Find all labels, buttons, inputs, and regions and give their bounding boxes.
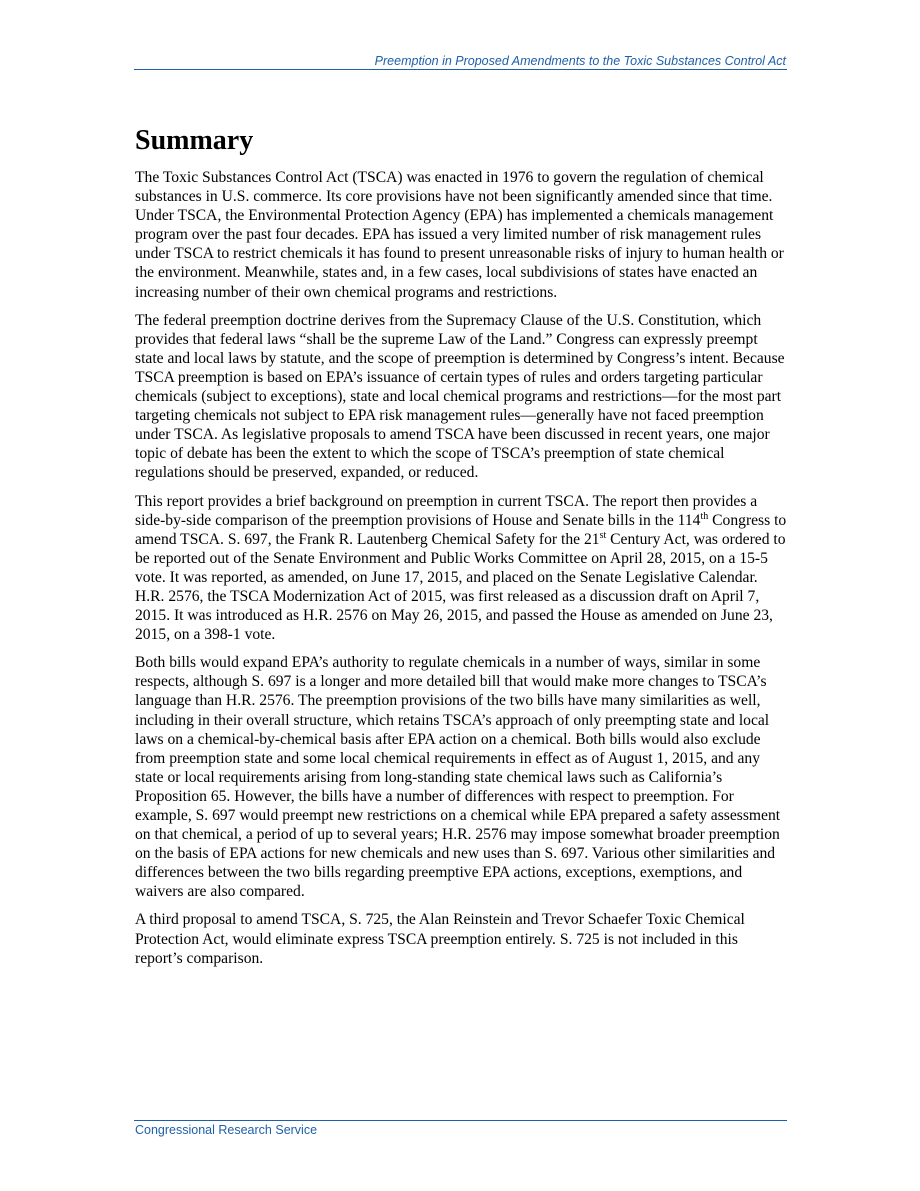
footer-divider: [134, 1120, 787, 1121]
paragraph-3-text-1: This report provides a brief background on preemption in current TSCA. The report then provides a side-by-side comparison of the preemption provisions of House and Senate bills in the 114: [135, 492, 758, 529]
running-header: Preemption in Proposed Amendments to the Toxic Substances Control Act: [374, 54, 786, 68]
summary-paragraph-4: Both bills would expand EPA’s authority to regulate chemicals in a number of ways, similar in some respects, although S. 697 is a longer and more detailed bill that would make more changes to TSCA’s language than H.R. 2576. The preemption provisions of the two bills have many similarities as well, including in their overall structure, which retains TSCA’s approach of only preempting state and local laws on a chemical-by-chemical basis after EPA action on a chemical. Both bills would also exclude from preemption state and some local chemical requirements in effect as of August 1, 2015, and any state or local requirements arising from long-standing state chemical laws such as California’s Proposition 65. However, the bills have a number of differences with respect to preemption. For example, S. 697 would preempt new restrictions on a chemical while EPA prepared a safety assessment on that chemical, a period of up to several years; H.R. 2576 may impose somewhat broader preemption on the basis of EPA actions for new chemicals and new uses than S. 697. Various other similarities and differences between the two bills regarding preemptive EPA actions, exceptions, exemptions, and waivers are also compared.: [135, 654, 781, 901]
superscript-th: th: [700, 510, 709, 522]
paragraph-3-text-3: Century Act, was ordered to be reported out of the Senate Environment and Public Works Committee on April 28, 2015, on a 15-5 vote. It was reported, as amended, on June 17, 2015, and placed on the Senate Legislative Calendar. H.R. 2576, the TSCA Modernization Act of 2015, was first released as a discussion draft on April 7, 2015. It was introduced as H.R. 2576 on May 26, 2015, and passed the House as amended on June 23, 2015, on a 398-1 vote.: [135, 530, 786, 644]
paragraph-3-text-2: Congress to amend TSCA. S. 697, the Frank R. Lautenberg Chemical Safety for the 21: [135, 511, 787, 548]
summary-paragraph-2: The federal preemption doctrine derives from the Supremacy Clause of the U.S. Constitution, which provides that federal laws “shall be the supreme Law of the Land.” Congress can expressly preempt state and local laws by statute, and the scope of preemption is determined by Congress’s intent. Because TSCA preemption is based on EPA’s issuance of certain types of rules and orders targeting particular chemicals (subject to exceptions), state and local chemical programs and restrictions—for the most part targeting chemicals not subject to EPA risk management rules—generally have not faced preemption under TSCA. As legislative proposals to amend TSCA have been discussed in recent years, one major topic of debate has been the extent to which the scope of TSCA’s preemption of state chemical regulations should be preserved, expanded, or reduced.: [135, 311, 785, 482]
summary-section: [135, 124, 787, 977]
header-divider: [134, 69, 787, 70]
summary-paragraph-1: The Toxic Substances Control Act (TSCA) was enacted in 1976 to govern the regulation of chemical substances in U.S. commerce. Its core provisions have not been significantly amended since that time. Under TSCA, the Environmental Protection Agency (EPA) has implemented a chemicals management program over the past four decades. EPA has issued a very limited number of risk management rules under TSCA to restrict chemicals it has found to present unreasonable risks of injury to human health or the environment. Meanwhile, states and, in a few cases, local subdivisions of states have enacted an increasing number of their own chemical programs and restrictions.: [135, 169, 784, 301]
section-title: Summary: [135, 125, 254, 156]
superscript-st: st: [599, 529, 607, 541]
summary-paragraph-3: [135, 492, 787, 645]
footer-publisher: Congressional Research Service: [135, 1123, 318, 1137]
summary-paragraph-5: A third proposal to amend TSCA, S. 725, the Alan Reinstein and Trevor Schaefer Toxic Chemical Protection Act, would eliminate express TSCA preemption entirely. S. 725 is not included in this report’s comparison.: [135, 911, 745, 967]
